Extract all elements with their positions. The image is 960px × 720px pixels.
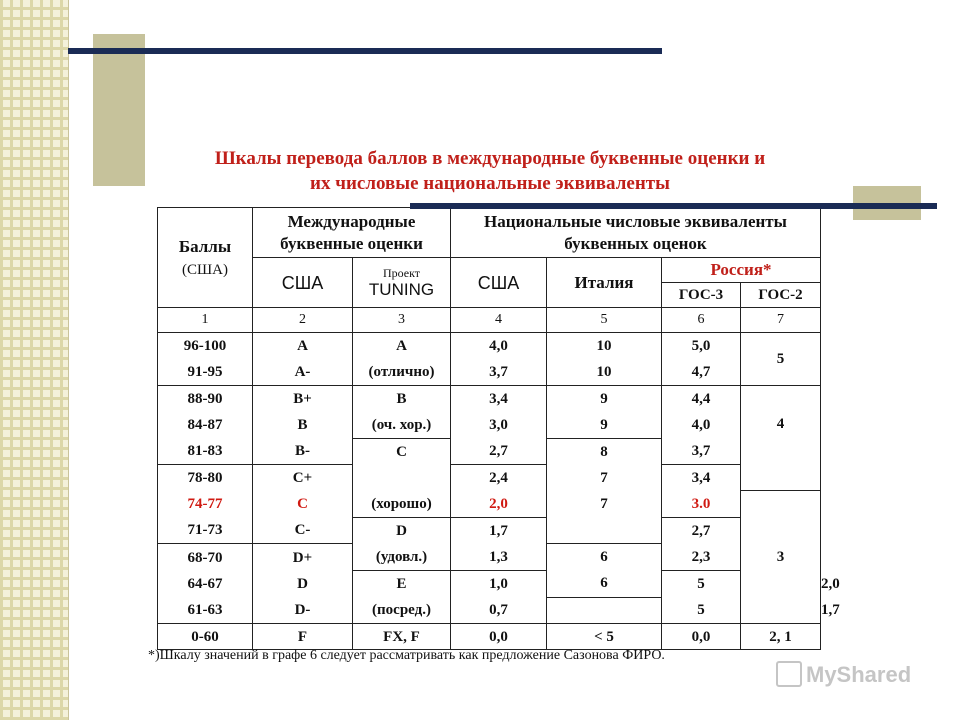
column-number: 3 [353, 308, 451, 333]
table-row [158, 386, 821, 413]
header-italy: Италия [547, 258, 662, 308]
letter-cell: F [253, 624, 353, 650]
tuning-cell: A (отлично) [353, 333, 451, 386]
strip-edge-line [68, 0, 69, 720]
gos2-value-cell: 3 [741, 491, 821, 624]
decorative-olive-block-left [93, 34, 145, 186]
header-russia: Россия* [662, 258, 821, 283]
watermark [776, 662, 911, 689]
header-gos3: ГОС-3 [662, 283, 741, 308]
score-cell: 96-100 91-95 [158, 333, 253, 386]
gos2-value-cell: 5 [741, 333, 821, 386]
column-number: 1 [158, 308, 253, 333]
column-number: 4 [451, 308, 547, 333]
score-cell: 68-70 64-67 61-63 [158, 544, 253, 624]
decorative-side-strip [0, 0, 68, 720]
tuning-cell: D (удовл.) [353, 518, 451, 571]
header-gos2: ГОС-2 [741, 283, 821, 308]
letter-cell: B+ B B- [253, 386, 353, 465]
column-number: 6 [662, 308, 741, 333]
footnote: *)Шкалу значений в графе 6 следует рассматривать как предложение Сазонова ФИРО. [148, 648, 665, 663]
italy-value-cell: 8 7 7 [547, 439, 662, 544]
title-line-1: Шкалы перевода баллов в международные буквенные оценки и [214, 148, 766, 169]
italy-value-cell: 6 6 [547, 544, 662, 598]
italy-value-cell: < 5 [547, 624, 662, 650]
usa-value-cell: 1,0 0,7 [451, 571, 547, 624]
decorative-navy-line-top [68, 48, 662, 54]
header-scores: Баллы (США) [158, 208, 253, 308]
gos3-value-cell: 4,4 4,0 3,7 [662, 386, 741, 465]
gos3-value-cell: 2,7 2,3 [662, 518, 741, 571]
usa-value-cell: 1,7 1,3 [451, 518, 547, 571]
header-national: Национальные числовые эквиваленты буквенных оценок [451, 208, 821, 258]
header-usa-number: США [451, 258, 547, 308]
usa-value-cell: 4,0 3,7 [451, 333, 547, 386]
header-usa-letter: США [253, 258, 353, 308]
italy-value-cell: 9 9 [547, 386, 662, 439]
gos2-value-cell: 2, 1 [741, 624, 821, 650]
table-row [158, 333, 821, 360]
letter-cell: A A- [253, 333, 353, 386]
decorative-navy-line-right [410, 203, 937, 209]
tuning-cell: C (хорошо) [353, 439, 451, 518]
table-row [158, 465, 821, 491]
column-number: 5 [547, 308, 662, 333]
score-cell: 78-80 74-77 71-73 [158, 465, 253, 544]
letter-cell: C+ C C- [253, 465, 353, 544]
header-tuning: Проект TUNING [353, 258, 451, 308]
gos3-value-cell: 5,0 4,7 [662, 333, 741, 386]
gos3-value-cell: 0,0 [662, 624, 741, 650]
watermark-text: MyShared [806, 662, 912, 687]
header-international: Международные буквенные оценки [253, 208, 451, 258]
usa-value-cell: 2,4 2,0 [451, 465, 547, 518]
score-cell: 0-60 [158, 624, 253, 650]
letter-cell: D+ D D- [253, 544, 353, 624]
grade-conversion-table: Баллы (США) Международные буквенные оценки Национальные числовые эквиваленты буквенных оценок США Проект TUNING США Италия Россия* ГОС-3 ГОС-2 1 2 3 4 5 6 7 96-100 91-95 A A- A (отлично) 4,0 3,7 10 10 5,0 4,7 5 88-90 84-87 81-83 B+ B B- B (оч. хор.) 3,4 3,0 2,7 9 9 4,4 4,0 3,7 4 C (хорошо) 8 7 7 78-80 74-77 71-73 C+ C C- 2,4 2,0 3,4 3.0 3 D (удовл.) 1,7 1,3 2,7 2,3 68-70 64-67 61-63 D+ D D- 6 6 E (посред.) 1,0 0,7 5 5 2,0 1,7 0-60 F FX, F 0,0 < 5 0,0 2, 1 [157, 207, 821, 650]
italy-value-cell: 10 10 [547, 333, 662, 386]
usa-value-cell: 0,0 [451, 624, 547, 650]
presentation-icon [776, 661, 802, 687]
tuning-cell: FX, F [353, 624, 451, 650]
tuning-cell: B (оч. хор.) [353, 386, 451, 439]
column-number: 2 [253, 308, 353, 333]
gos3-value-cell: 3,4 3.0 [662, 465, 741, 518]
usa-value-cell: 3,4 3,0 2,7 [451, 386, 547, 465]
italy-value-cell: 5 5 [662, 571, 741, 624]
gos2-value-cell: 4 [741, 386, 821, 491]
table-row [158, 624, 821, 650]
title-line-2: их числовые национальные эквиваленты [310, 173, 670, 194]
tuning-cell: E (посред.) [353, 571, 451, 624]
column-number: 7 [741, 308, 821, 333]
score-cell: 88-90 84-87 81-83 [158, 386, 253, 465]
slide-title [140, 146, 840, 196]
